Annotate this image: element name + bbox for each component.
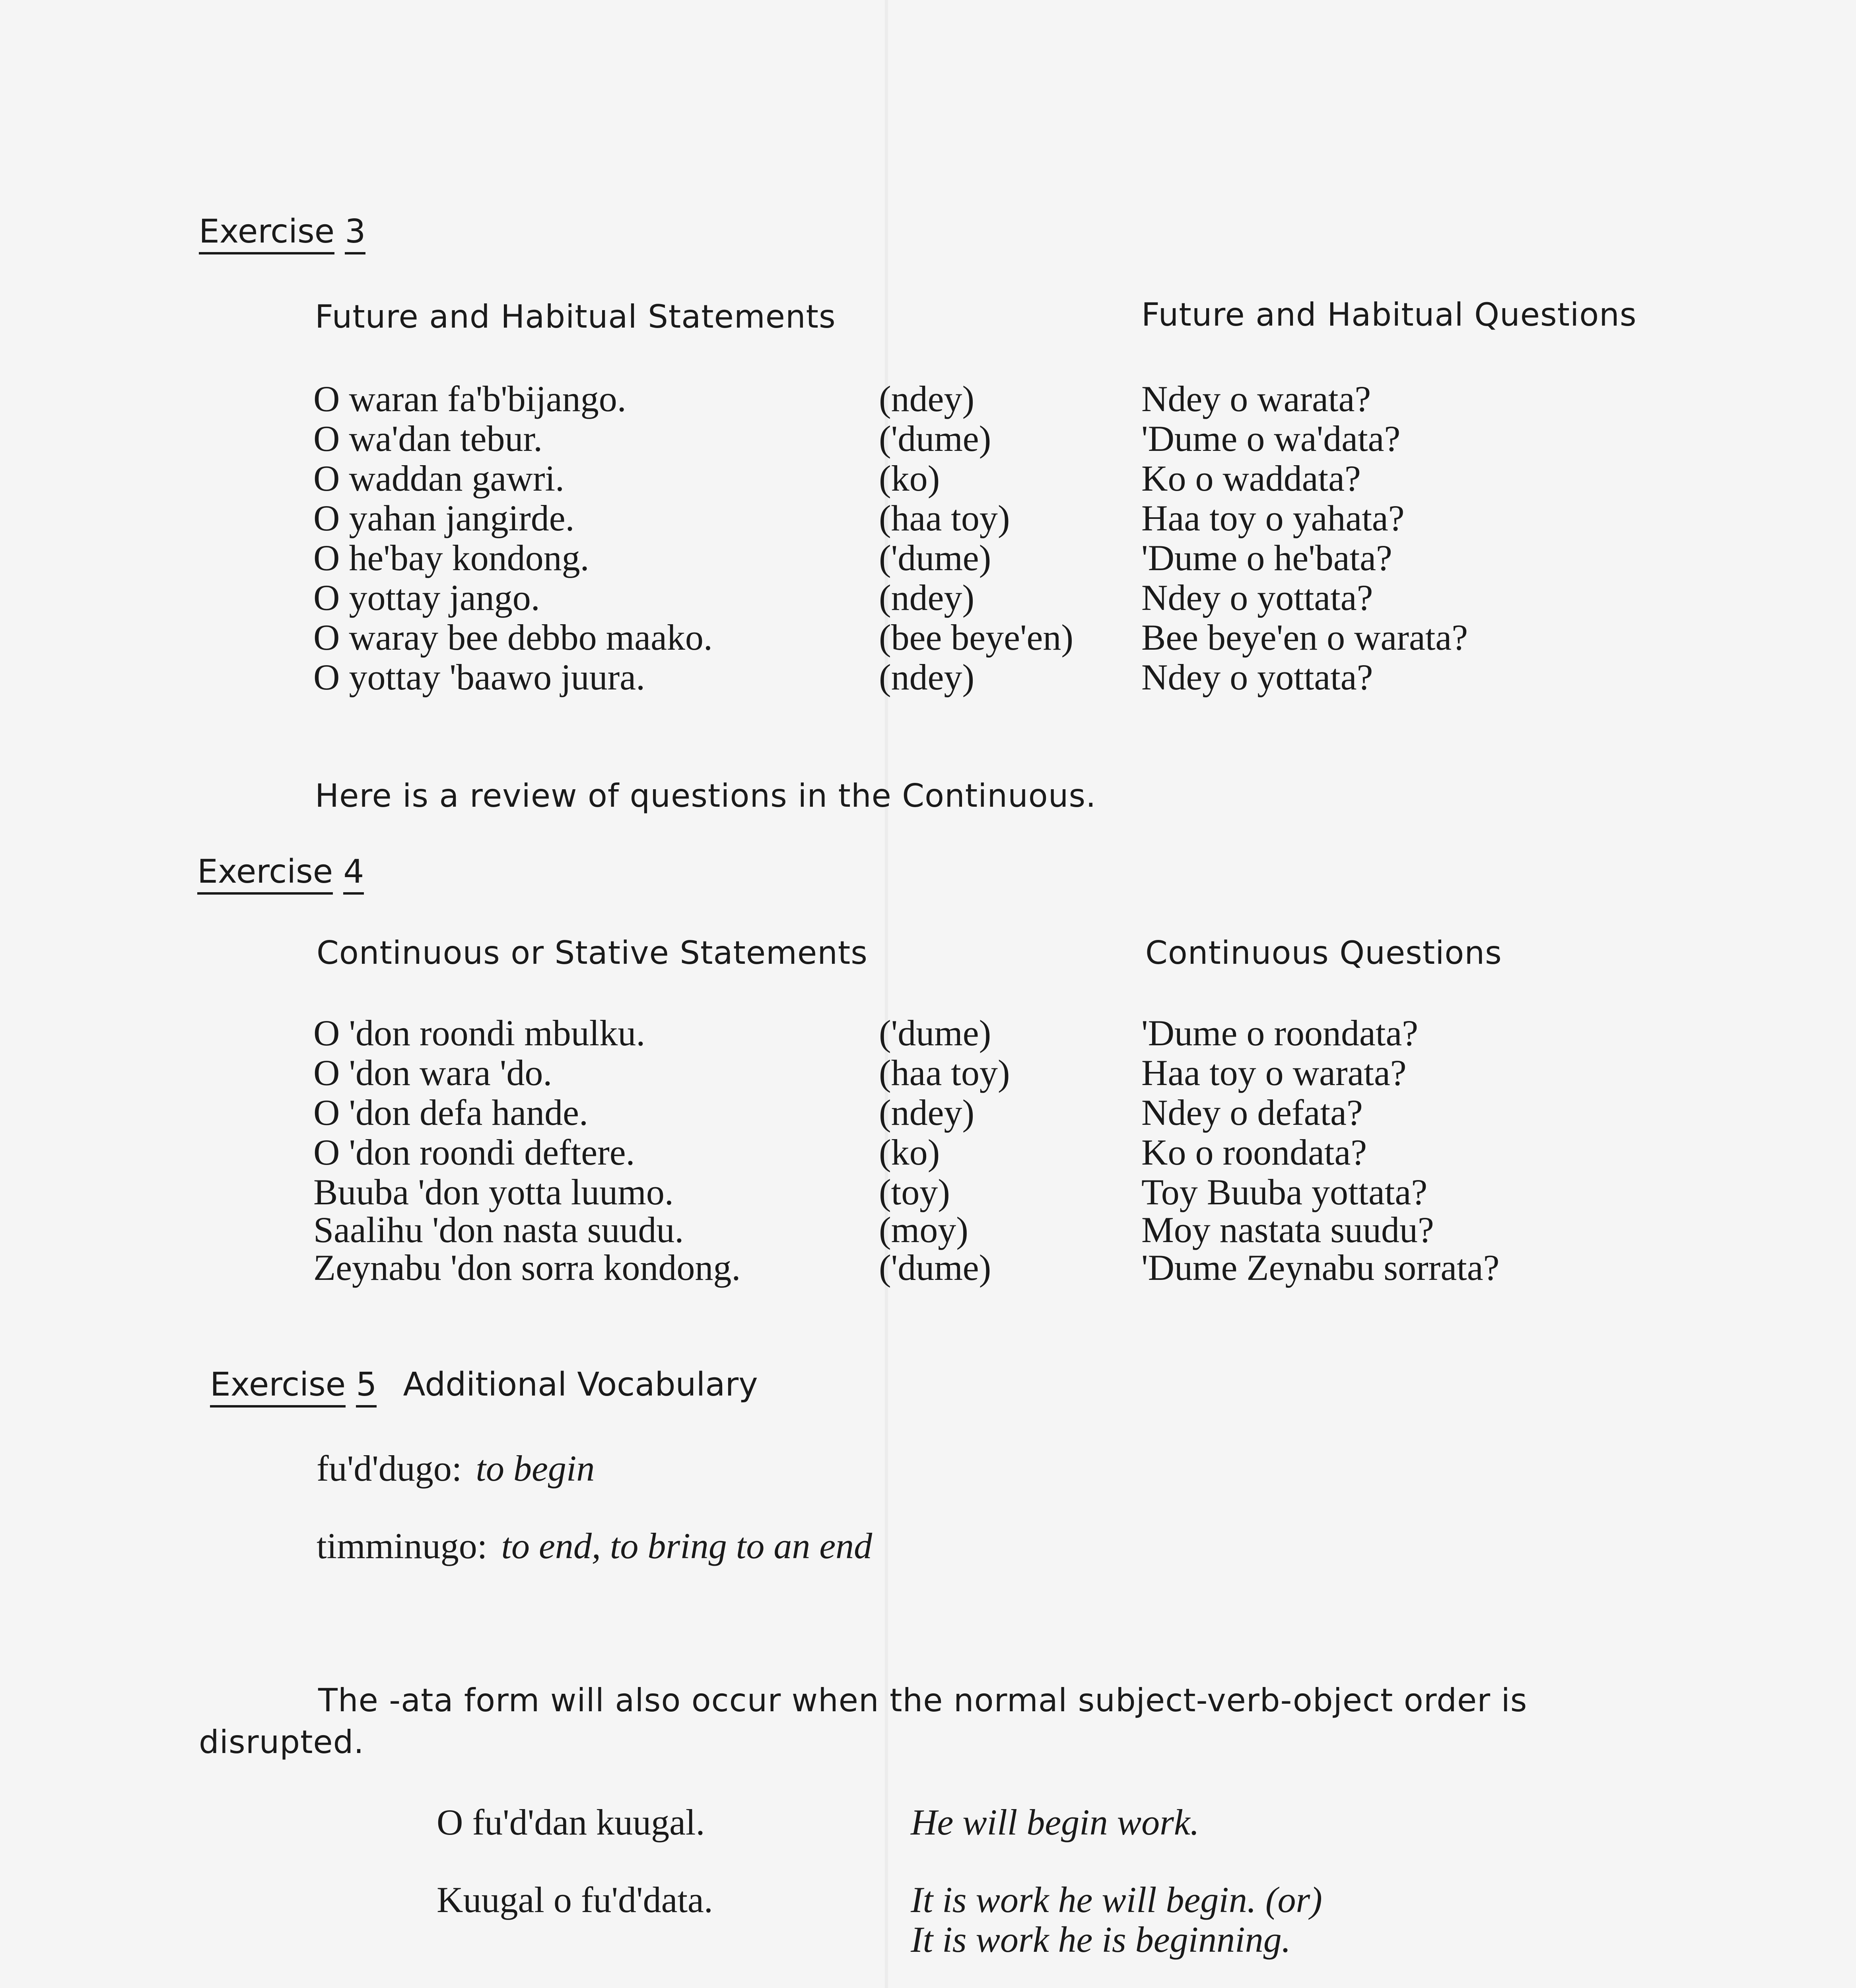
cue: ('dume) — [879, 1013, 991, 1053]
example-1-fulfulde: O fu'd'dan kuugal. — [437, 1802, 705, 1842]
vocab-entry — [317, 1525, 872, 1567]
statement: O yottay jango. — [313, 577, 540, 618]
cue: (ndey) — [879, 379, 975, 419]
question: 'Dume Zeynabu sorrata? — [1141, 1247, 1500, 1288]
cue: (bee beye'en) — [879, 617, 1074, 658]
table-row — [0, 378, 1856, 417]
question: Ndey o yottata? — [1141, 577, 1373, 618]
example-2-english-line-2: It is work he is beginning. — [911, 1919, 1291, 1960]
exercise-5-heading — [210, 1366, 758, 1404]
question: 'Dume o he'bata? — [1141, 538, 1392, 578]
vocab-word: fu'd'dugo: — [317, 1448, 462, 1489]
cue: (moy) — [879, 1209, 968, 1250]
statement: Buuba 'don yotta luumo. — [313, 1172, 674, 1212]
statement: O yottay 'baawo juura. — [313, 657, 645, 697]
table-row — [0, 1246, 1856, 1286]
exercise-4-label: Exercise — [197, 853, 333, 895]
table-row — [0, 457, 1856, 497]
cue: (ndey) — [879, 577, 975, 618]
cue: ('dume) — [879, 538, 991, 578]
table-row — [0, 656, 1856, 696]
table-row — [0, 577, 1856, 616]
example-1-english: He will begin work. — [911, 1802, 1199, 1842]
statement: O waran fa'b'bijango. — [313, 379, 626, 419]
table-row — [0, 1091, 1856, 1131]
exercise-5-label: Exercise — [210, 1366, 346, 1408]
cue: (ko) — [879, 1132, 940, 1173]
question: 'Dume o wa'data? — [1141, 418, 1401, 459]
exercise-4-questions-header: Continuous Questions — [1145, 934, 1502, 971]
statement: O yahan jangirde. — [313, 498, 575, 538]
question: 'Dume o roondata? — [1141, 1013, 1419, 1053]
statement: O 'don roondi mbulku. — [313, 1013, 645, 1053]
cue: (ko) — [879, 458, 940, 499]
exercise-3-number: 3 — [345, 213, 365, 254]
vocab-meaning: to begin — [476, 1448, 595, 1489]
exercise-4-number: 4 — [343, 853, 364, 895]
table-row — [0, 616, 1856, 656]
vocab-entry — [317, 1447, 595, 1489]
example-2-english-line-1: It is work he will begin. (or) — [911, 1879, 1322, 1920]
question: Haa toy o warata? — [1141, 1052, 1407, 1093]
paragraph-line-1: The -ata form will also occur when the normal subject-verb-object order is — [318, 1682, 1528, 1719]
vocab-word: timminugo: — [317, 1526, 488, 1566]
table-row — [0, 1131, 1856, 1171]
review-note: Here is a review of questions in the Continuous. — [315, 777, 1096, 814]
table-row — [0, 1012, 1856, 1052]
statement: O wa'dan tebur. — [313, 418, 543, 459]
exercise-4-statements-header: Continuous or Stative Statements — [317, 934, 868, 971]
question: Haa toy o yahata? — [1141, 498, 1405, 538]
cue: (ndey) — [879, 657, 975, 697]
cue: (toy) — [879, 1172, 950, 1212]
table-row — [0, 1052, 1856, 1091]
statement: O 'don wara 'do. — [313, 1052, 552, 1093]
table-row — [0, 417, 1856, 457]
exercise-5-number: 5 — [356, 1366, 377, 1408]
table-row — [0, 1209, 1856, 1248]
statement: O waddan gawri. — [313, 458, 565, 499]
cue: (haa toy) — [879, 498, 1010, 538]
question: Ndey o warata? — [1141, 379, 1371, 419]
question: Ko o roondata? — [1141, 1132, 1367, 1173]
cue: (haa toy) — [879, 1052, 1010, 1093]
statement: O waray bee debbo maako. — [313, 617, 713, 658]
question: Bee beye'en o warata? — [1141, 617, 1468, 658]
exercise-3-statements-header: Future and Habitual Statements — [315, 298, 836, 335]
example-2-fulfulde: Kuugal o fu'd'data. — [437, 1879, 713, 1920]
question: Ko o waddata? — [1141, 458, 1361, 499]
table-row — [0, 537, 1856, 577]
statement: O 'don roondi deftere. — [313, 1132, 635, 1173]
exercise-3-questions-header: Future and Habitual Questions — [1141, 296, 1637, 333]
table-row — [0, 497, 1856, 537]
exercise-4-heading — [197, 853, 364, 891]
cue: ('dume) — [879, 1247, 991, 1288]
vocab-meaning: to end, to bring to an end — [501, 1526, 873, 1566]
exercise-3-heading — [199, 213, 365, 250]
cue: (ndey) — [879, 1092, 975, 1133]
exercise-5-title: Additional Vocabulary — [403, 1366, 758, 1404]
question: Toy Buuba yottata? — [1141, 1172, 1428, 1212]
question: Moy nastata suudu? — [1141, 1209, 1434, 1250]
question: Ndey o yottata? — [1141, 657, 1373, 697]
statement: O he'bay kondong. — [313, 538, 589, 578]
statement: Zeynabu 'don sorra kondong. — [313, 1247, 741, 1288]
statement: Saalihu 'don nasta suudu. — [313, 1209, 684, 1250]
question: Ndey o defata? — [1141, 1092, 1363, 1133]
statement: O 'don defa hande. — [313, 1092, 588, 1133]
paragraph-line-2: disrupted. — [199, 1724, 364, 1761]
table-row — [0, 1171, 1856, 1211]
exercise-3-label: Exercise — [199, 213, 334, 254]
cue: ('dume) — [879, 418, 991, 459]
